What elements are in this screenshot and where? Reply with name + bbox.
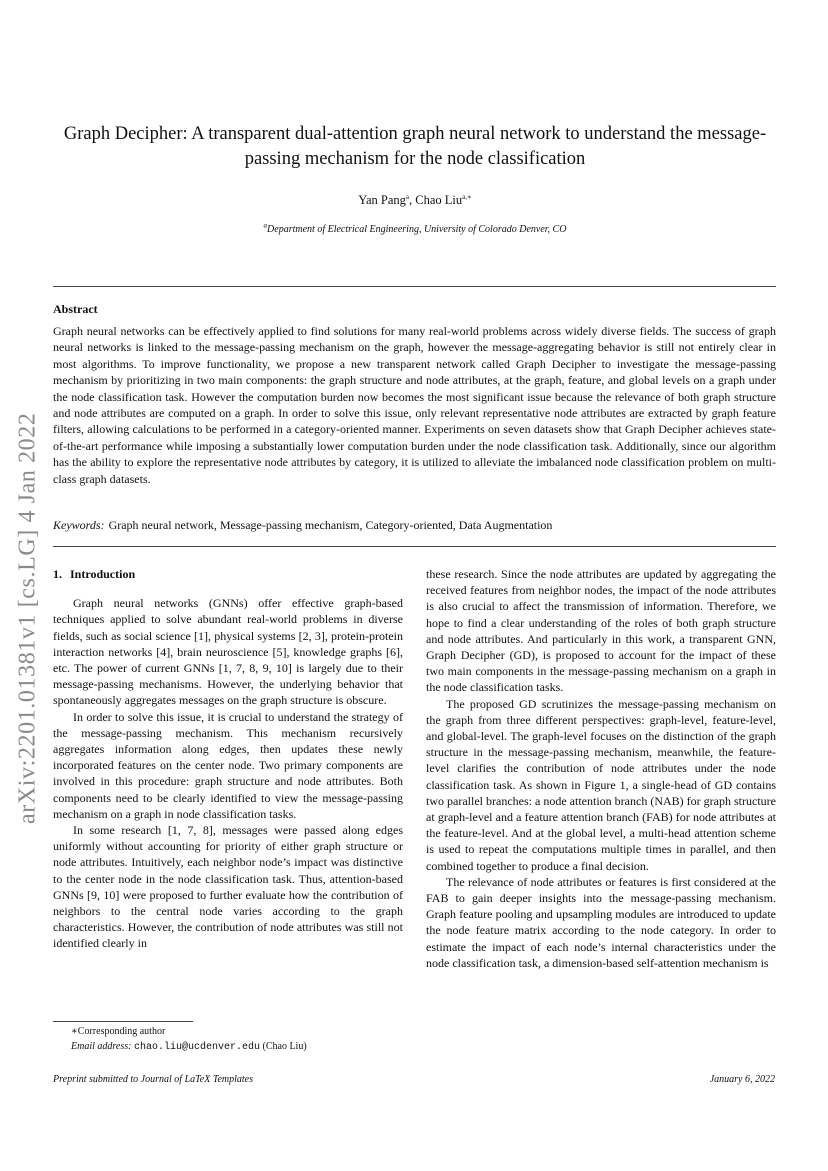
keywords-label: Keywords: (53, 518, 105, 532)
footnote-email (71, 1039, 307, 1055)
abstract-text: Graph neural networks can be effectively applied to find solutions for many real-world problems across widely diverse fields. The success of graph neural networks is linked to the message-passing mechanism on the graph, however the message-aggregating behavior is still not entirely clear in most algorithms. To improve functionality, we propose a new transparent network called Graph Decipher to investigate the message-passing mechanism by prioritizing in two main components: the graph structure and node attributes, at the graph, feature, and global levels on a graph under the node classification task. However the computation burden now becomes the most significant issue because the relevance of both graph structure and node attributes are computed on a graph. In order to solve this issue, only relevant representative node attributes are extracted by graph feature filters, allowing calculations to be performed in a category-oriented manner. Experiments on seven datasets show that Graph Decipher achieves state-of-the-art performance while imposing a substantially lower computation burden under the node classification task. Additionally, since our algorithm has the ability to explore the representative node attributes by category, it is utilized to alleviate the imbalanced node classification problem on multi-class graph datasets. (53, 324, 776, 486)
email-address[interactable]: chao.liu@ucdenver.edu (133, 1042, 260, 1053)
footnote-corresponding: ∗Corresponding author (71, 1026, 166, 1037)
top-divider (53, 286, 776, 287)
affiliation (60, 221, 770, 235)
footer-journal: Preprint submitted to Journal of LaTeX Templates (53, 1074, 254, 1085)
email-owner: (Chao Liu) (262, 1041, 307, 1052)
right-column (426, 566, 776, 971)
paragraph: In some research [1, 7, 8], messages were passed along edges uniformly without accounting for priority of either graph structure or node attributes. Intuitively, each neighbor node’s impact was distinctive to the center node in the node classification task. Thus, attention-based GNNs [9, 10] were proposed to further evaluate how the contribution of neighbors to the central node varies according to the graph characteristics. However, the contribution of node attributes was still not identified clearly in (53, 823, 403, 951)
email-label: Email address: (71, 1041, 132, 1052)
affiliation-mark: a (263, 221, 268, 230)
author-affil-mark: a,∗ (462, 192, 472, 201)
affiliation-text: Department of Electrical Engineering, University of Colorado Denver, CO (267, 224, 567, 235)
author-affil-mark: a (405, 192, 410, 201)
footnote-divider (53, 1021, 193, 1022)
author-list (60, 193, 770, 208)
paragraph: Graph neural networks (GNNs) offer effective graph-based techniques applied to solve abundant real-world problems in diverse fields, such as social science [1], physical systems [2, 3], protein-protein interaction networks [4], brain neuroscience [5], knowledge graphs [6], etc. The power of current GNNs [1, 7, 8, 9, 10] is largely due to their message-passing mechanisms. However, the underlying behavior that spontaneously aggregates messages on the graph structure is obscure. (53, 596, 403, 708)
section-title: Introduction (70, 567, 136, 581)
footer-date: January 6, 2022 (709, 1074, 775, 1085)
author-separator: , (409, 193, 416, 207)
left-column (53, 566, 403, 952)
section-heading (53, 566, 403, 582)
keywords-text: Graph neural network, Message-passing mechanism, Category-oriented, Data Augmentation (108, 518, 553, 532)
paragraph: The relevance of node attributes or features is first considered at the FAB to gain deeper insights into the message-passing mechanism. Graph feature pooling and upsampling modules are introduced to update the node feature matrix according to the node category. In order to estimate the impact of each node’s internal characteristics under the node classification task, a dimension-based self-attention mechanism is (426, 874, 776, 970)
author-name: Yan Pang (358, 193, 406, 207)
abstract-heading: Abstract (53, 302, 98, 316)
keywords (53, 518, 552, 533)
paragraph: In order to solve this issue, it is crucial to understand the strategy of the message-passing mechanism. This mechanism recursively aggregates information along edges, then updates these newly incorporated features on the center node. Two primary components are involved in this procedure: graph structure and node attributes. Both components need to be clearly identified to view the message-passing mechanism on a graph in node classification tasks. (53, 709, 403, 821)
arxiv-identifier: arXiv:2201.01381v1 [cs.LG] 4 Jan 2022 (14, 412, 41, 824)
paragraph: The proposed GD scrutinizes the message-passing mechanism on the graph from three different perspectives: graph-level, feature-level, and global-level. The graph-level focuses on the distinction of the graph structure in the message-passing mechanism, meanwhile, the feature-level clarifies the contribution of node attributes under the node classification task. As shown in Figure 1, a single-head of GD contains two parallel branches: a node attention branch (NAB) for graph structure at graph-level and a feature attention branch (FAB) for node attributes at the feature-level. And at the global level, a multi-head attention scheme is used to repeat the computations multiple times in parallel, and then combined together to produce a final decision. (426, 696, 776, 873)
author-name: Chao Liu (415, 193, 463, 207)
section-number: 1. (53, 567, 62, 581)
paper-title: Graph Decipher: A transparent dual-attention graph neural network to understand the message-passing mechanism for the node classification (63, 124, 767, 169)
paragraph-continuation: these research. Since the node attributes are updated by aggregating the received features from neighbor nodes, the impact of the node attributes is also crucial to affect the transmission of information. Therefore, we hope to find a clear understanding of the roles of both graph structure and node attributes. And particularly in this work, a transparent GNN, Graph Decipher (GD), is proposed to account for the impact of these two main components in the message-passing mechanism on a graph in the node classification tasks. (426, 567, 776, 695)
abstract-bottom-divider (53, 546, 776, 547)
